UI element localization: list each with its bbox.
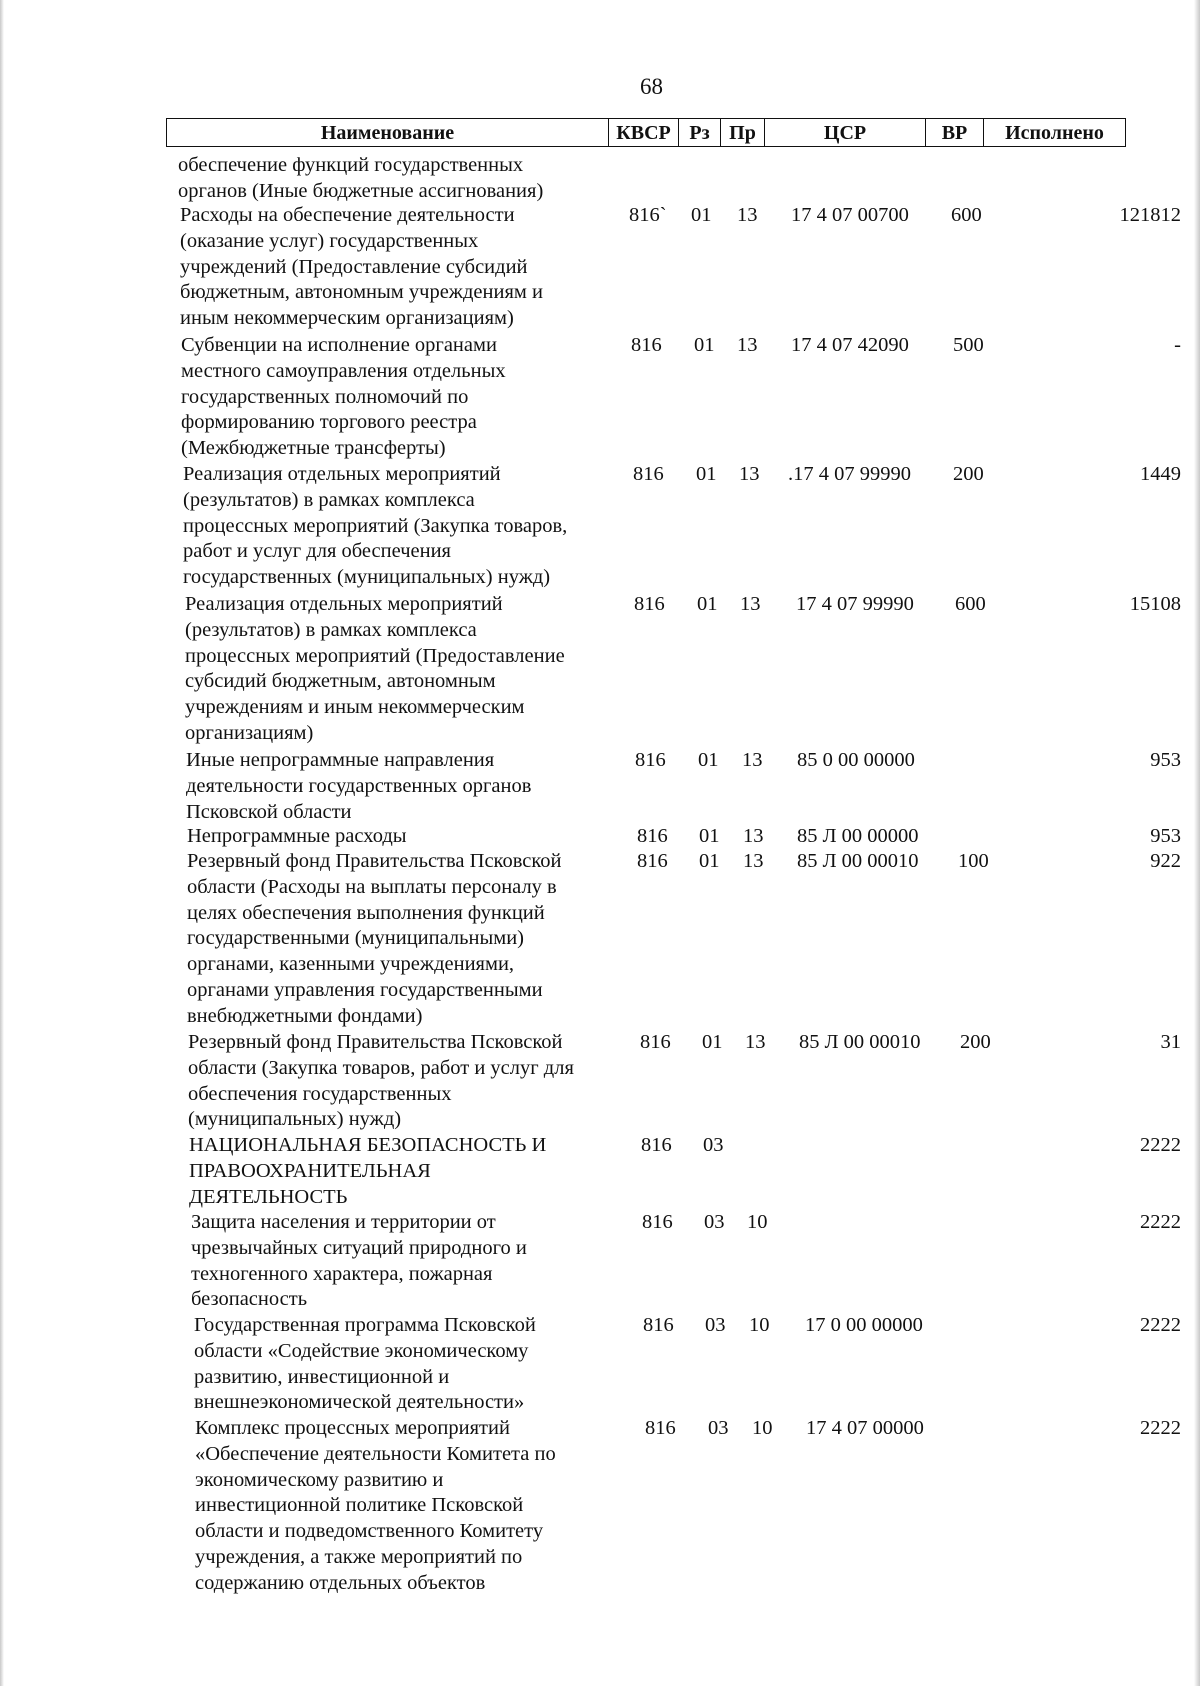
row-pr: 13 — [742, 749, 763, 771]
row-kvsr: 816 — [643, 1314, 674, 1336]
row-csr: 17 0 00 00000 — [805, 1314, 923, 1336]
row-name-line: области и подведомственного Комитету — [195, 1520, 544, 1543]
row-pr: 13 — [745, 1031, 766, 1053]
row-name-line: содержанию отдельных объектов — [195, 1571, 486, 1594]
row-name-line: формированию торгового реестра — [181, 411, 477, 434]
row-name — [180, 203, 620, 332]
row-name-line: ДЕЯТЕЛЬНОСТЬ — [189, 1185, 348, 1208]
row-csr: 85 0 00 00000 — [797, 749, 915, 771]
row-name-line: Комплекс процессных мероприятий — [195, 1417, 510, 1439]
row-name — [178, 153, 618, 205]
row-name-line: внебюджетными фондами) — [187, 1004, 423, 1027]
row-kvsr: 816 — [640, 1031, 671, 1053]
row-name-line: инвестиционной политике Псковской — [195, 1494, 524, 1517]
row-name-line: органов (Иные бюджетные ассигнования) — [178, 179, 544, 202]
row-executed: - — [1174, 334, 1181, 356]
row-name-line: Расходы на обеспечение деятельности — [180, 204, 515, 226]
header-name: Наименование — [167, 119, 609, 147]
row-vr: 600 — [951, 204, 982, 226]
row-name — [188, 1030, 628, 1133]
row-name-line: (оказание услуг) государственных — [180, 229, 479, 252]
row-name-line: местного самоуправления отдельных — [181, 359, 506, 382]
row-name-line: Государственная программа Псковской — [194, 1314, 536, 1336]
row-pr: 13 — [737, 334, 758, 356]
row-executed: 15108 — [1129, 593, 1181, 615]
row-name — [187, 849, 627, 1030]
row-kvsr: 816` — [629, 204, 667, 226]
row-name-line: процессных мероприятий (Предоставление — [185, 644, 565, 667]
row-name-line: развитию, инвестиционной и — [194, 1365, 450, 1388]
row-kvsr: 816 — [637, 850, 668, 872]
row-rz: 01 — [699, 850, 720, 872]
header-kvsr: КВСР — [609, 119, 679, 147]
row-rz: 03 — [708, 1417, 729, 1439]
row-name-line: организациям) — [185, 721, 314, 744]
row-pr: 13 — [740, 593, 761, 615]
row-name — [194, 1313, 634, 1416]
row-name-line: государственных полномочий по — [181, 385, 469, 408]
row-rz: 03 — [704, 1211, 725, 1233]
row-csr: 17 4 07 00700 — [791, 204, 909, 226]
row-name-line: НАЦИОНАЛЬНАЯ БЕЗОПАСНОСТЬ И — [189, 1134, 547, 1156]
row-name-line: техногенного характера, пожарная — [191, 1262, 493, 1285]
row-rz: 01 — [698, 749, 719, 771]
row-rz: 01 — [696, 463, 717, 485]
row-rz: 01 — [691, 204, 712, 226]
row-name-line: внешнеэкономической деятельности» — [194, 1391, 525, 1414]
page-number: 68 — [640, 74, 663, 99]
row-pr: 13 — [743, 825, 764, 847]
row-kvsr: 816 — [637, 825, 668, 847]
row-csr: 85 Л 00 00000 — [797, 825, 919, 847]
row-csr: 85 Л 00 00010 — [799, 1031, 921, 1053]
row-executed: 2222 — [1140, 1314, 1181, 1336]
row-name-line: Защита населения и территории от — [191, 1211, 496, 1233]
row-csr: 17 4 07 42090 — [791, 334, 909, 356]
row-name-line: экономическому развитию и — [195, 1468, 444, 1491]
row-name-line: Реализация отдельных мероприятий — [183, 463, 501, 485]
row-name — [183, 462, 623, 591]
header-pr: Пр — [721, 119, 765, 147]
row-name-line: Резервный фонд Правительства Псковской — [188, 1031, 563, 1053]
row-name — [186, 748, 626, 825]
row-name-line: области (Закупка товаров, работ и услуг для — [188, 1056, 574, 1079]
row-rz: 01 — [699, 825, 720, 847]
row-executed: 2222 — [1140, 1417, 1181, 1439]
row-name-line: (Межбюджетные трансферты) — [181, 437, 446, 460]
row-name — [185, 592, 625, 747]
row-executed: 922 — [1150, 850, 1181, 872]
row-name-line: иным некоммерческим организациям) — [180, 307, 514, 330]
row-rz: 03 — [705, 1314, 726, 1336]
row-vr: 200 — [953, 463, 984, 485]
row-rz: 01 — [702, 1031, 723, 1053]
row-csr: 17 4 07 00000 — [806, 1417, 924, 1439]
row-csr: .17 4 07 99990 — [788, 463, 911, 485]
row-kvsr: 816 — [631, 334, 662, 356]
header-executed: Исполнено — [984, 119, 1126, 147]
row-kvsr: 816 — [633, 463, 664, 485]
row-name-line: Субвенции на исполнение органами — [181, 334, 497, 356]
row-vr: 600 — [955, 593, 986, 615]
row-name-line: органами управления государственными — [187, 978, 543, 1001]
row-name-line: бюджетным, автономным учреждениям и — [180, 281, 543, 304]
row-csr: 17 4 07 99990 — [796, 593, 914, 615]
row-pr: 10 — [747, 1211, 768, 1233]
row-name-line: учреждения, а также мероприятий по — [195, 1545, 523, 1568]
row-pr: 10 — [752, 1417, 773, 1439]
row-name-line: (результатов) в рамках комплекса — [183, 488, 475, 511]
row-name-line: государственными (муниципальными) — [187, 927, 524, 950]
row-name — [189, 1133, 629, 1210]
row-name — [191, 1210, 631, 1313]
row-pr: 13 — [739, 463, 760, 485]
row-name-line: Псковской области — [186, 800, 352, 823]
row-kvsr: 816 — [645, 1417, 676, 1439]
row-name-line: Непрограммные расходы — [187, 825, 407, 847]
row-name-line: Резервный фонд Правительства Псковской — [187, 850, 562, 872]
header-csr: ЦСР — [765, 119, 926, 147]
row-name-line: Реализация отдельных мероприятий — [185, 593, 503, 615]
row-name-line: обеспечение функций государственных — [178, 154, 524, 176]
row-csr: 85 Л 00 00010 — [797, 850, 919, 872]
header-vr: ВР — [926, 119, 984, 147]
row-executed: 953 — [1150, 825, 1181, 847]
row-name-line: органами, казенными учреждениями, — [187, 953, 515, 976]
row-name-line: «Обеспечение деятельности Комитета по — [195, 1442, 556, 1465]
row-name-line: учреждений (Предоставление субсидий — [180, 255, 528, 278]
header-rz: Рз — [679, 119, 721, 147]
row-executed: 2222 — [1140, 1211, 1181, 1233]
row-name-line: учреждениям и иным некоммерческим — [185, 696, 525, 719]
row-vr: 100 — [958, 850, 989, 872]
row-name-line: чрезвычайных ситуаций природного и — [191, 1236, 527, 1259]
row-name-line: Иные непрограммные направления — [186, 749, 495, 771]
row-rz: 01 — [697, 593, 718, 615]
row-executed: 31 — [1160, 1031, 1181, 1053]
row-rz: 03 — [703, 1134, 724, 1156]
row-rz: 01 — [694, 334, 715, 356]
row-name — [195, 1416, 635, 1597]
row-pr: 13 — [743, 850, 764, 872]
row-name-line: целях обеспечения выполнения функций — [187, 901, 545, 924]
row-name-line: области «Содействие экономическому — [194, 1339, 529, 1362]
row-name-line: (результатов) в рамках комплекса — [185, 618, 477, 641]
row-kvsr: 816 — [641, 1134, 672, 1156]
row-executed: 121812 — [1119, 204, 1181, 226]
row-kvsr: 816 — [642, 1211, 673, 1233]
row-name-line: ПРАВООХРАНИТЕЛЬНАЯ — [189, 1159, 431, 1182]
row-pr: 10 — [749, 1314, 770, 1336]
row-name — [181, 333, 621, 462]
row-name-line: обеспечения государственных — [188, 1082, 452, 1105]
row-name-line: безопасность — [191, 1288, 308, 1311]
row-pr: 13 — [737, 204, 758, 226]
row-vr: 200 — [960, 1031, 991, 1053]
row-name-line: работ и услуг для обеспечения — [183, 540, 451, 563]
row-kvsr: 816 — [635, 749, 666, 771]
row-name-line: процессных мероприятий (Закупка товаров, — [183, 514, 568, 537]
row-executed: 2222 — [1140, 1134, 1181, 1156]
row-vr: 500 — [953, 334, 984, 356]
row-name-line: субсидий бюджетным, автономным — [185, 670, 496, 693]
row-executed: 953 — [1150, 749, 1181, 771]
row-name-line: государственных (муниципальных) нужд) — [183, 566, 551, 589]
row-executed: 1449 — [1140, 463, 1181, 485]
row-name-line: области (Расходы на выплаты персоналу в — [187, 875, 557, 898]
row-name-line: (муниципальных) нужд) — [188, 1108, 402, 1131]
row-name — [187, 824, 627, 850]
row-name-line: деятельности государственных органов — [186, 774, 532, 797]
row-kvsr: 816 — [634, 593, 665, 615]
